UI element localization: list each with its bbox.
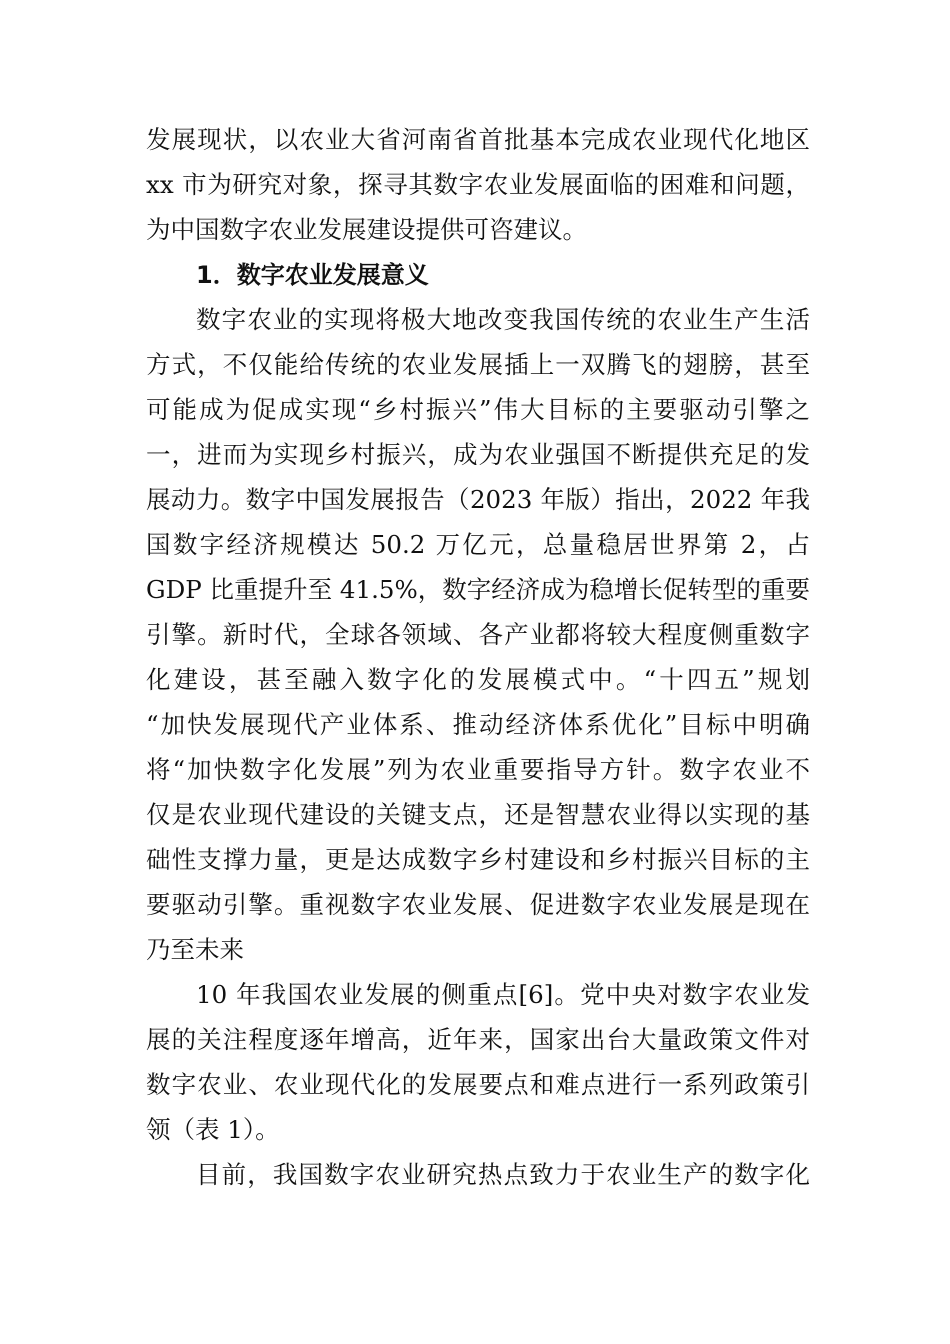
text-line: 展动力。数字中国发展报告（2023 年版）指出，2022 年我 (146, 485, 810, 514)
text-line: “加快发展现代产业体系、推动经济体系优化”目标中明确 (146, 710, 810, 739)
section-heading: 1．数字农业发展意义 (196, 261, 429, 289)
text-line: 展的关注程度逐年增高，近年来，国家出台大量政策文件对 (146, 1025, 810, 1054)
text-line: 数字农业、农业现代化的发展要点和难点进行一系列政策引 (146, 1070, 810, 1099)
text-line: 化建设，甚至融入数字化的发展模式中。“十四五”规划 (146, 665, 810, 694)
text-line: 将“加快数字化发展”列为农业重要指导方针。数字农业不 (146, 755, 810, 784)
text-line: 础性支撑力量，更是达成数字乡村建设和乡村振兴目标的主 (146, 845, 810, 874)
text-line: 领（表 1）。 (146, 1115, 280, 1144)
text-line: 一，进而为实现乡村振兴，成为农业强国不断提供充足的发 (146, 440, 810, 469)
text-line: 方式，不仅能给传统的农业发展插上一双腾飞的翅膀，甚至 (146, 350, 810, 379)
text-line: 仅是农业现代建设的关键支点，还是智慧农业得以实现的基 (146, 800, 810, 829)
text-line: 发展现状，以农业大省河南省首批基本完成农业现代化地区 (146, 125, 810, 154)
text-line: 国数字经济规模达 50.2 万亿元，总量稳居世界第 2，占 (146, 530, 810, 559)
text-line: 要驱动引擎。重视数字农业发展、促进数字农业发展是现在 (146, 890, 810, 919)
text-line: 数字农业的实现将极大地改变我国传统的农业生产生活 (196, 305, 810, 334)
text-line: 为中国数字农业发展建设提供可咨建议。 (146, 215, 587, 244)
text-line: GDP 比重提升至 41.5%，数字经济成为稳增长促转型的重要 (146, 575, 810, 604)
text-line: 目前，我国数字农业研究热点致力于农业生产的数字化 (196, 1160, 810, 1189)
text-line: 引擎。新时代，全球各领域、各产业都将较大程度侧重数字 (146, 620, 810, 649)
text-line: 乃至未来 (146, 935, 244, 964)
text-line: xx 市为研究对象，探寻其数字农业发展面临的困难和问题， (146, 170, 810, 199)
text-line: 可能成为促成实现“乡村振兴”伟大目标的主要驱动引擎之 (146, 395, 810, 424)
text-line: 10 年我国农业发展的侧重点[6]。党中央对数字农业发 (196, 980, 810, 1009)
